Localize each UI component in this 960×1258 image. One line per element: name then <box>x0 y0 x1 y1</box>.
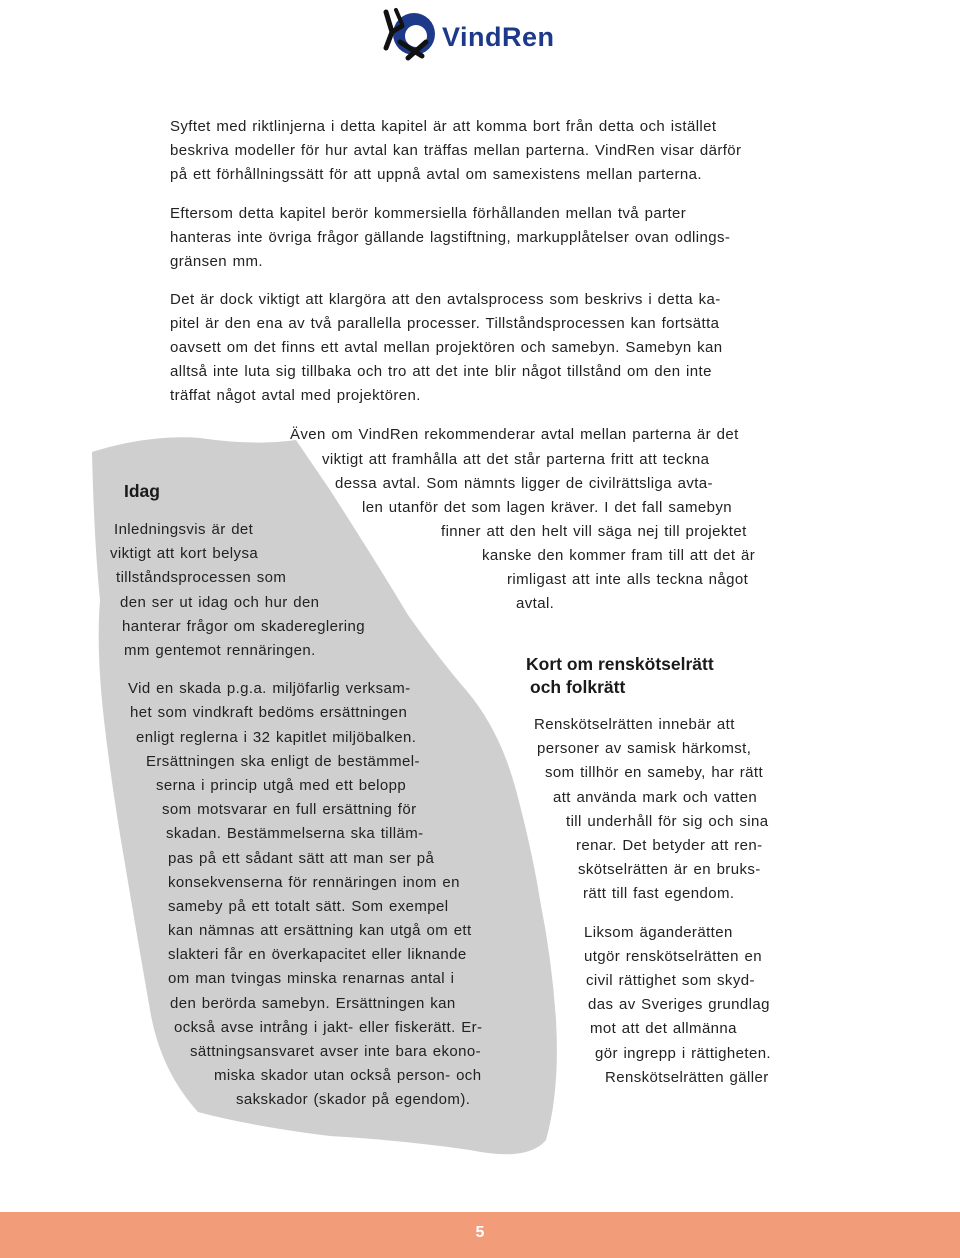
kort-heading-line-1: Kort om renskötselrätt <box>526 654 714 674</box>
text-line: mot att det allmänna <box>590 1020 737 1037</box>
text-line: gränsen mm. <box>170 253 263 270</box>
text-line: personer av samisk härkomst, <box>537 740 752 757</box>
text-line: civil rättighet som skyd- <box>586 972 755 989</box>
text-line: om man tvingas minska renarnas antal i <box>168 970 455 987</box>
text-line: träffat något avtal med projektören. <box>170 387 421 404</box>
text-line: den ser ut idag och hur den <box>120 594 320 611</box>
text-line: pas på ett sådant sätt att man ser på <box>168 850 435 867</box>
text-line: kanske den kommer fram till att det är <box>482 547 756 564</box>
text-line: enligt reglerna i 32 kapitlet miljöbalken. <box>136 729 417 746</box>
text-line: viktigt att kort belysa <box>110 545 259 562</box>
text-line: som tillhör en sameby, har rätt <box>545 764 764 781</box>
text-line: skadan. Bestämmelserna ska tilläm- <box>166 825 424 842</box>
text-line: renar. Det betyder att ren- <box>576 837 763 854</box>
text-line: oavsett om det finns ett avtal mellan projektören och samebyn. Samebyn kan <box>170 339 723 356</box>
text-line: hanterar frågor om skadereglering <box>122 618 365 635</box>
text-line: sakskador (skador på egendom). <box>236 1091 471 1108</box>
text-line: till underhåll för sig och sina <box>566 813 769 830</box>
text-line: Eftersom detta kapitel berör kommersiella förhållanden mellan två parter <box>170 205 687 222</box>
text-line: som motsvarar en full ersättning för <box>162 801 417 818</box>
text-line: Renskötselrätten gäller <box>605 1069 769 1086</box>
text-line: Även om VindRen rekommenderar avtal mellan parterna är det <box>290 426 739 443</box>
text-line: konsekvenserna för rennäringen inom en <box>168 874 460 891</box>
kort-heading-line-2: och folkrätt <box>530 677 626 697</box>
text-line: viktigt att framhålla att det står parterna fritt att teckna <box>322 451 710 468</box>
text-line: avtal. <box>516 595 555 612</box>
text-line: Ersättningen ska enligt de bestämmel- <box>146 753 420 770</box>
text-line: beskriva modeller för hur avtal kan träffas mellan parterna. VindRen visar därför <box>170 142 742 159</box>
text-line: dessa avtal. Som nämnts ligger de civilrättsliga avta- <box>335 475 713 492</box>
idag-heading: Idag <box>124 481 160 501</box>
text-line: utgör renskötselrätten en <box>584 948 762 965</box>
text-line: Syftet med riktlinjerna i detta kapitel är att komma bort från detta och istället <box>170 118 717 135</box>
text-line: sameby på ett totalt sätt. Som exempel <box>168 898 449 915</box>
text-line: serna i princip utgå med ett belopp <box>156 777 407 794</box>
text-line: tillståndsprocessen som <box>116 569 287 586</box>
text-line: pitel är den ena av två parallella processer. Tillståndsprocessen kan fortsätta <box>170 315 720 332</box>
text-line: Liksom äganderätten <box>584 924 733 941</box>
text-line: den berörda samebyn. Ersättningen kan <box>170 995 456 1012</box>
text-line: alltså inte luta sig tillbaka och tro att det inte blir något tillstånd om den inte <box>170 363 712 380</box>
text-line: slakteri får en överkapacitet eller liknande <box>168 946 467 963</box>
text-line: rimligast att inte alls teckna något <box>507 571 749 588</box>
vindren-logo-text: VindRen <box>442 22 555 52</box>
text-line: len utanför det som lagen kräver. I det fall samebyn <box>362 499 732 516</box>
text-line: Det är dock viktigt att klargöra att den avtalsprocess som beskrivs i detta ka- <box>170 291 721 308</box>
page-number: 5 <box>475 1224 485 1241</box>
text-line: hanteras inte övriga frågor gällande lagstiftning, markupplåtelser ovan odlings- <box>170 229 731 246</box>
text-line: het som vindkraft bedöms ersättningen <box>130 704 408 721</box>
text-line: gör ingrepp i rättigheten. <box>595 1045 772 1062</box>
text-line: att använda mark och vatten <box>553 789 758 806</box>
text-line: Vid en skada p.g.a. miljöfarlig verksam- <box>128 680 411 697</box>
text-line: rätt till fast egendom. <box>583 885 735 902</box>
text-line: finner att den helt vill säga nej till projektet <box>441 523 747 540</box>
text-line: Inledningsvis är det <box>114 521 254 538</box>
text-line: miska skador utan också person- och <box>214 1067 482 1084</box>
text-line: på ett förhållningssätt för att uppnå avtal om samexistens mellan parterna. <box>170 166 702 183</box>
text-line: sättningsansvaret avser inte bara ekono- <box>190 1043 481 1060</box>
text-line: das av Sveriges grundlag <box>588 996 770 1013</box>
text-line: kan nämnas att ersättning kan utgå om ett <box>168 922 472 939</box>
text-line: Renskötselrätten innebär att <box>534 716 735 733</box>
text-line: också avse intrång i jakt- eller fiskerätt. Er- <box>174 1019 483 1036</box>
text-line: mm gentemot rennäringen. <box>124 642 316 659</box>
text-line: skötselrätten är en bruks- <box>578 861 761 878</box>
